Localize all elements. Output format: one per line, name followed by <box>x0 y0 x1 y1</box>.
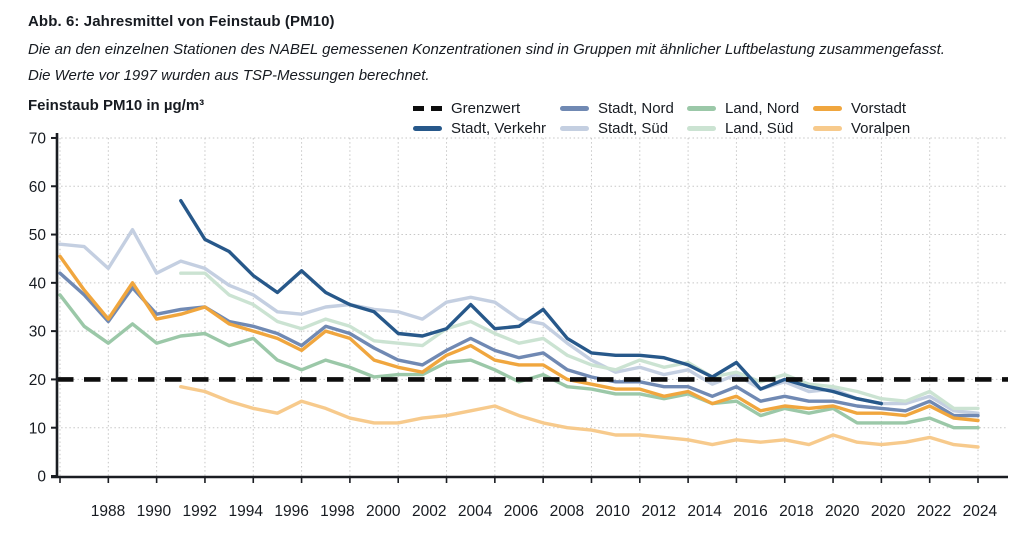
series-line-voralpen <box>181 387 978 447</box>
x-tick-label: 1996 <box>274 503 309 520</box>
y-tick-label: 40 <box>28 275 46 293</box>
legend-label: Land, Süd <box>725 119 794 137</box>
x-tick-label: 2006 <box>503 503 539 520</box>
legend-label: Stadt, Verkehr <box>451 119 547 137</box>
x-tick-label: 1998 <box>320 503 355 520</box>
x-tick-label: 1992 <box>182 503 218 520</box>
x-tick-label: 2002 <box>411 503 447 520</box>
y-axis-unit-label: Feinstaub PM10 in µg/m³ <box>28 97 205 114</box>
legend-label: Voralpen <box>851 119 911 137</box>
figure-subtitle-2: Die Werte vor 1997 wurden aus TSP-Messungen berechnet. <box>28 67 430 84</box>
y-tick-label: 70 <box>28 130 46 148</box>
x-tick-label: 2012 <box>641 503 676 520</box>
legend-label: Vorstadt <box>851 99 907 117</box>
x-tick-label: 2004 <box>457 503 493 520</box>
series-line-stadt-s-d <box>60 230 978 414</box>
y-tick-label: 50 <box>28 227 46 245</box>
x-tick-label: 1990 <box>136 503 172 520</box>
x-tick-label: 2018 <box>779 503 814 520</box>
y-tick-label: 60 <box>28 178 46 196</box>
y-tick-label: 0 <box>37 468 46 486</box>
x-tick-label: 2020 <box>870 503 906 520</box>
legend-label: Stadt, Süd <box>598 119 669 137</box>
x-tick-label: 2016 <box>733 503 768 520</box>
figure-title: Abb. 6: Jahresmittel von Feinstaub (PM10) <box>28 13 335 30</box>
y-tick-label: 20 <box>28 372 46 389</box>
x-tick-label: 2022 <box>916 503 952 520</box>
x-tick-label: 2008 <box>549 503 585 520</box>
x-tick-label: 2010 <box>595 503 631 520</box>
y-tick-label: 30 <box>28 323 46 341</box>
x-tick-label: 1988 <box>90 503 126 520</box>
legend-label: Land, Nord <box>725 99 800 117</box>
legend-label: Stadt, Nord <box>598 99 674 117</box>
series-line-stadt-verkehr <box>181 201 882 404</box>
series-line-vorstadt <box>60 256 978 420</box>
figure-subtitle-1: Die an den einzelnen Stationen des NABEL gemessenen Konzentrationen sind in Gruppen mit ähnlicher Luftbelastung zusammengefasst. <box>28 41 945 58</box>
x-tick-label: 2020 <box>824 503 860 520</box>
x-tick-label: 2024 <box>962 503 998 520</box>
y-tick-label: 10 <box>28 420 46 438</box>
x-tick-label: 1994 <box>228 503 263 520</box>
legend-label: Grenzwert <box>451 99 521 117</box>
x-tick-label: 2000 <box>366 503 401 520</box>
x-tick-label: 2014 <box>687 503 722 520</box>
